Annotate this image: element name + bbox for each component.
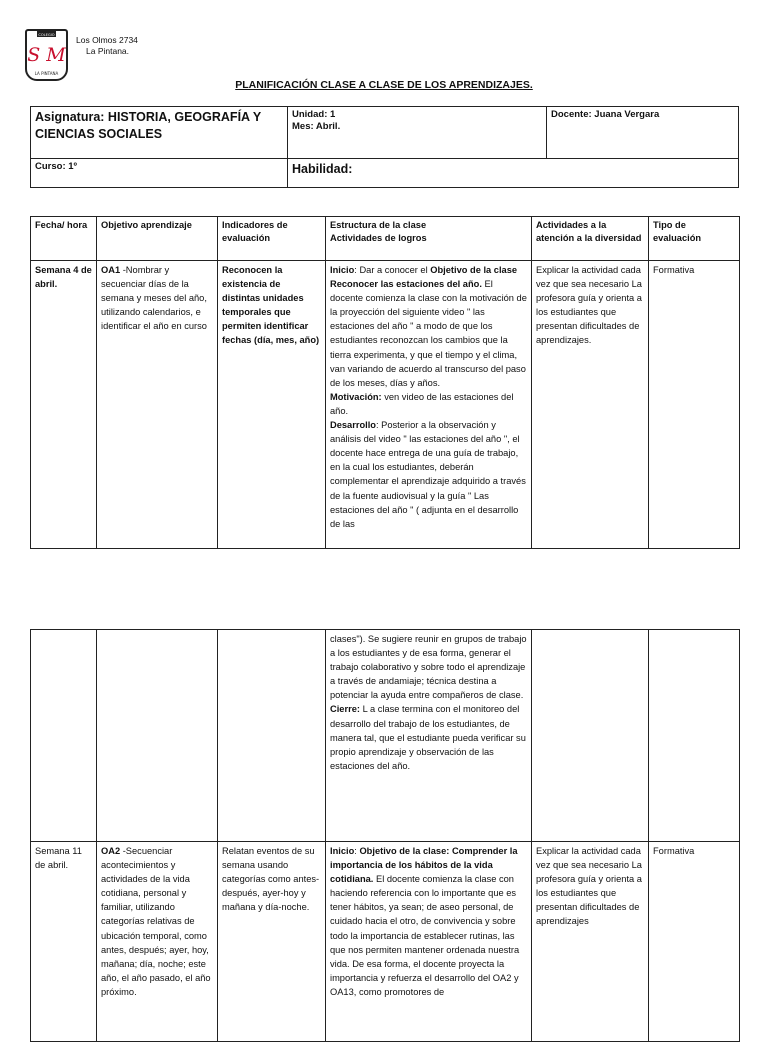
row1-oa-code: OA1 [101,265,121,275]
unidad-cell [288,107,547,159]
habilidad-cell: Habilidad: [288,159,739,188]
row2-tipo: Formativa [649,842,740,1042]
row2-actividades: Explicar la actividad cada vez que sea necesario La profesora guía y orienta a los estudiantes que presentan dificultades de aprendizajes [532,842,649,1042]
header-info-table [30,106,739,188]
row2-fecha: Semana 11 de abril. [31,842,97,1042]
row1-motivacion-text: ven video de las estaciones del año. [330,391,514,416]
row2-oa-text: -Secuenciar acontecimientos y actividades de la vida cotidiana, personal y familiar, utilizando categorías relativas de ubicación temporal, como antes, después; ayer, hoy, mañana; día, noche; este año, el año pasado, el año próximo. [101,846,211,997]
logo-school-name: COLEGIO [38,32,55,37]
row1-cont-text: clases"). Se sugiere reunir en grupos de trabajo a los estudiantes y de esa forma, generar el trabajo colaborativo y sobre todo el aprendizaje a través de andamiaje; técnica destina a potenciar la ayuda entre compañeros de clase. [330,634,527,701]
row1-estructura-continued [326,630,532,842]
row2-objetivo [97,842,218,1042]
row2-inicio-body: El docente comienza la clase con haciendo referencia con lo importante que es tener hábitos, ya sean; de aseo personal, de cuidado hacia el otro, de convivencia y sobre todo la importancia de establecer rutinas, las que nos permiten mantener ordenada nuestra vida. De esa forma, el docente proyecta la importancia y refuerza el desarrollo del OA2 y OA13, como promotores de [330,874,520,997]
row1-fecha: Semana 4 de abril. [31,261,97,549]
row1-inicio-objective: Objetivo de la clase Reconocer las estaciones del año. [330,265,518,290]
asignatura-cell: Asignatura: HISTORIA, GEOGRAFÍA Y CIENCIAS SOCIALES [31,107,288,159]
row2-indicadores: Relatan eventos de su semana usando categorías como antes-después, ayer-hoy y mañana y día-noche. [218,842,326,1042]
school-logo [25,29,68,81]
row2-oa-code: OA2 [101,846,121,856]
logo-initials: S M [27,44,66,66]
table-row [31,630,740,842]
unidad-value: Unidad: 1 [292,109,336,120]
table-row [31,261,740,549]
row1-actividades: Explicar la actividad cada vez que sea necesario La profesora guía y orienta a los estudiantes que presentan dificultades de aprendizajes. [532,261,649,549]
row1-desarrollo-label: Desarrollo [330,420,376,431]
curso-cell: Curso: 1º [31,159,288,188]
row1-inicio-label: Inicio [330,265,355,275]
col-fecha: Fecha/ hora [31,217,97,261]
row2-estructura [326,842,532,1042]
school-address [76,35,138,57]
row2-inicio-label: Inicio [330,846,355,856]
logo-ribbon-text: LA PINTANA [34,71,59,76]
row2-inicio-pre: : [354,846,360,856]
mes-value: Mes: Abril. [292,121,341,132]
col-objetivo: Objetivo aprendizaje [97,217,218,261]
table-row [31,842,740,1042]
col-tipo: Tipo de evaluación [649,217,740,261]
col-estructura-line1: Estructura de la clase [330,220,427,230]
row1-inicio-pre: : Dar a conocer el [354,265,431,275]
col-indicadores: Indicadores de evaluación [218,217,326,261]
row1-inicio-body: El docente comienza la clase con la motivación de la proyección del siguiente video " las estaciones del año " a modo de que los estudiantes reconozcan los cambios que la tierra experimenta, y que el tiempo y el clima, van variando de acuerdo al transcurso del paso de los meses, días y años. [330,279,527,388]
row2-inicio-objective: Objetivo de la clase: Comprender la importancia de los hábitos de la vida cotidiana. [330,846,518,885]
planning-table-page1 [30,216,740,549]
row1-desarrollo-text: : Posterior a la observación y análisis del video " las estaciones del año ", el docente hace entrega de una guía de trabajo, en la cual los estudiantes, deberán complementar el aprendizaje adquirido a través de la fuente audiovisual y la guía " Las estaciones del año " ( adjunta en el desarrollo de las [330,420,526,529]
document-title: PLANIFICACIÓN CLASE A CLASE DE LOS APRENDIZAJES. [235,79,533,91]
row1-indicadores: Reconocen la existencia de distintas unidades temporales que permiten identificar fechas (día, mes, año) [218,261,326,549]
docente-cell: Docente: Juana Vergara [547,107,739,159]
row1-cierre-label: Cierre: [330,704,360,715]
address-line-1: Los Olmos 2734 [76,35,138,45]
row1-objetivo [97,261,218,549]
planning-table-page2 [30,629,740,1042]
address-line-2: La Pintana. [86,46,130,56]
col-actividades: Actividades a la atención a la diversidad [532,217,649,261]
row1-oa-text: -Nombrar y secuenciar días de la semana y meses del año, utilizando calendarios, e identificar el año en curso [101,265,207,332]
row1-motivacion-label: Motivación: [330,391,382,402]
row1-cierre-text: L a clase termina con el monitoreo del desarrollo del trabajo de los estudiantes, de manera tal, que el estudiante pueda verificar su propio aprendizaje y observación de las estaciones del año. [330,704,526,771]
col-estructura [326,217,532,261]
row1-tipo: Formativa [649,261,740,549]
row1-estructura [326,261,532,549]
col-estructura-line2: Actividades de logros [330,233,427,243]
